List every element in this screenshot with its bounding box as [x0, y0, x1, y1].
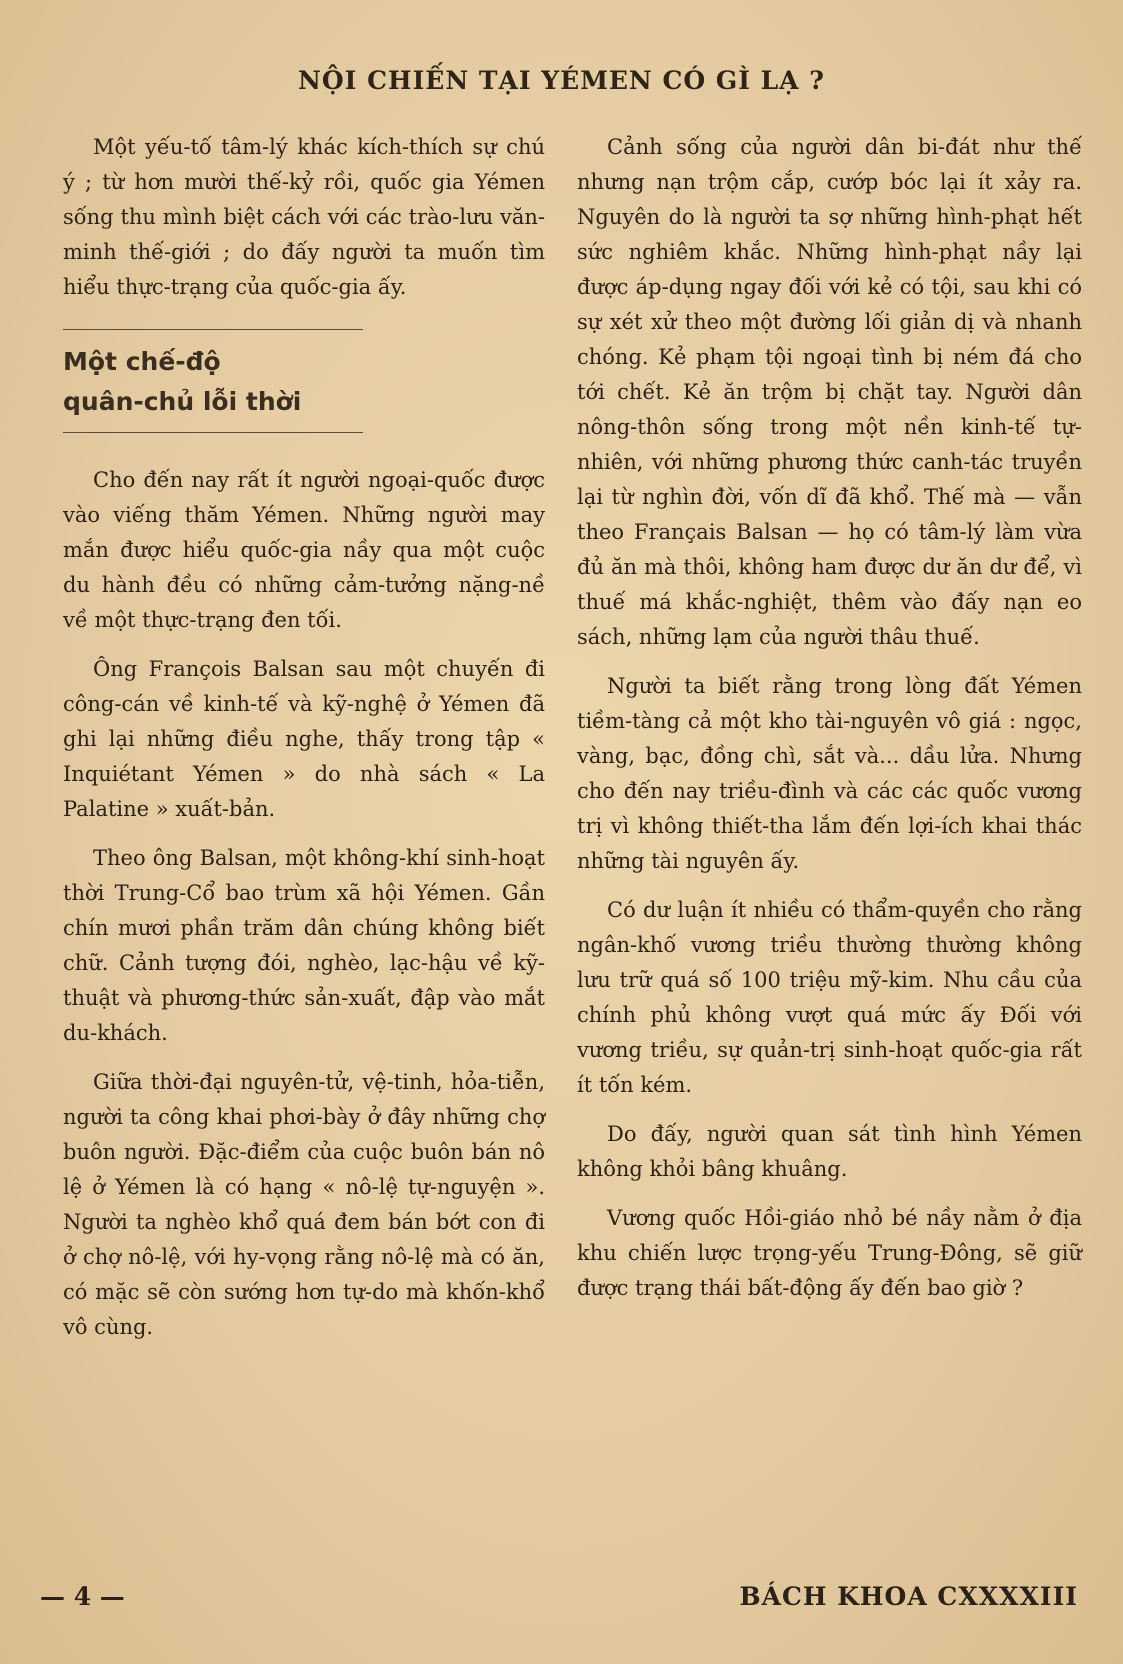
- body-paragraph: Giữa thời-đại nguyên-tử, vệ-tinh, hỏa-tiễn, người ta công khai phơi-bày ở đây những chợ buôn người. Đặc-điểm của cuộc buôn bán nô lệ ở Yémen là có hạng « nô-lệ tự-nguyện ». Người ta nghèo khổ quá đem bán bớt con đi ở chợ nô-lệ, với hy-vọng rằng nô-lệ mà có ăn, có mặc sẽ còn sướng hơn tự-do mà khốn-khổ vô cùng.: [63, 1070, 545, 1339]
- heading-rule-top: [63, 329, 363, 330]
- right-column: [577, 130, 1082, 1320]
- body-paragraph: Cho đến nay rất ít người ngoại-quốc được vào viếng thăm Yémen. Những người may mắn được hiểu quốc-gia nầy qua một cuộc du hành đều có những cảm-tưởng nặng-nề về một thực-trạng đen tối.: [63, 468, 545, 632]
- section-heading: [63, 342, 545, 422]
- section-heading-line-1: Một chế-độ: [63, 347, 221, 376]
- body-paragraph: Ông François Balsan sau một chuyến đi công-cán về kinh-tế và kỹ-nghệ ở Yémen đã ghi lại những điều nghe, thấy trong tập « Inquiétant Yémen » do nhà sách « La Palatine » xuất-bản.: [63, 657, 545, 821]
- section-heading-line-2: quân-chủ lỗi thời: [63, 387, 302, 416]
- page-number: — 4 —: [40, 1582, 125, 1611]
- publication-footer: BÁCH KHOA CXXXXIII: [739, 1582, 1078, 1611]
- left-column: [63, 130, 545, 1359]
- body-paragraph: Theo ông Balsan, một không-khí sinh-hoạt thời Trung-Cổ bao trùm xã hội Yémen. Gần chín mươi phần trăm dân chúng không biết chữ. Cảnh tượng đói, nghèo, lạc-hậu về kỹ-thuật và phương-thức sản-xuất, đập vào mắt du-khách.: [63, 846, 545, 1045]
- running-title: NỘI CHIẾN TẠI YÉMEN CÓ GÌ LẠ ?: [298, 66, 825, 95]
- body-paragraph: Vương quốc Hồi-giáo nhỏ bé nầy nằm ở địa khu chiến lược trọng-yếu Trung-Đông, sẽ giữ được trạng thái bất-động ấy đến bao giờ ?: [577, 1206, 1082, 1300]
- body-paragraph: Cảnh sống của người dân bi-đát như thế nhưng nạn trộm cắp, cướp bóc lại ít xảy ra. Nguyên do là người ta sợ những hình-phạt hết sức nghiêm khắc. Những hình-phạt nầy lại được áp-dụng ngay đối với kẻ có tội, sau khi có sự xét xử theo một đường lối giản dị và nhanh chóng. Kẻ phạm tội ngoại tình bị ném đá cho tới chết. Kẻ ăn trộm bị chặt tay. Người dân nông-thôn sống trong một nền kinh-tế tự-nhiên, với những phương thức canh-tác truyền lại từ nghìn đời, vốn dĩ đã khổ. Thế mà — vẫn theo Français Balsan — họ có tâm-lý làm vừa đủ ăn mà thôi, không ham được dư ăn dư để, vì thuế má khắc-nghiệt, thêm vào đấy nạn eo sách, những lạm của người thâu thuế.: [577, 135, 1082, 649]
- body-paragraph: Người ta biết rằng trong lòng đất Yémen tiềm-tàng cả một kho tài-nguyên vô giá : ngọc, vàng, bạc, đồng chì, sắt và... dầu lửa. Nhưng cho đến nay triều-đình và các các quốc vương trị vì không thiết-tha lắm đến lợi-ích khai thác những tài nguyên ấy.: [577, 674, 1082, 873]
- heading-rule-bottom: [63, 432, 363, 433]
- intro-paragraph: Một yếu-tố tâm-lý khác kích-thích sự chú ý ; từ hơn mười thế-kỷ rồi, quốc gia Yémen sống thu mình biệt cách với các trào-lưu văn-minh thế-giới ; do đấy người ta muốn tìm hiểu thực-trạng của quốc-gia ấy.: [63, 135, 545, 299]
- body-paragraph: Có dư luận ít nhiều có thẩm-quyền cho rằng ngân-khố vương triều thường thường không lưu trữ quá số 100 triệu mỹ-kim. Nhu cầu của chính phủ không vượt quá mức ấy Đối với vương triều, sự quản-trị sinh-hoạt quốc-gia rất ít tốn kém.: [577, 898, 1082, 1097]
- body-paragraph: Do đấy, người quan sát tình hình Yémen không khỏi bâng khuâng.: [577, 1122, 1082, 1181]
